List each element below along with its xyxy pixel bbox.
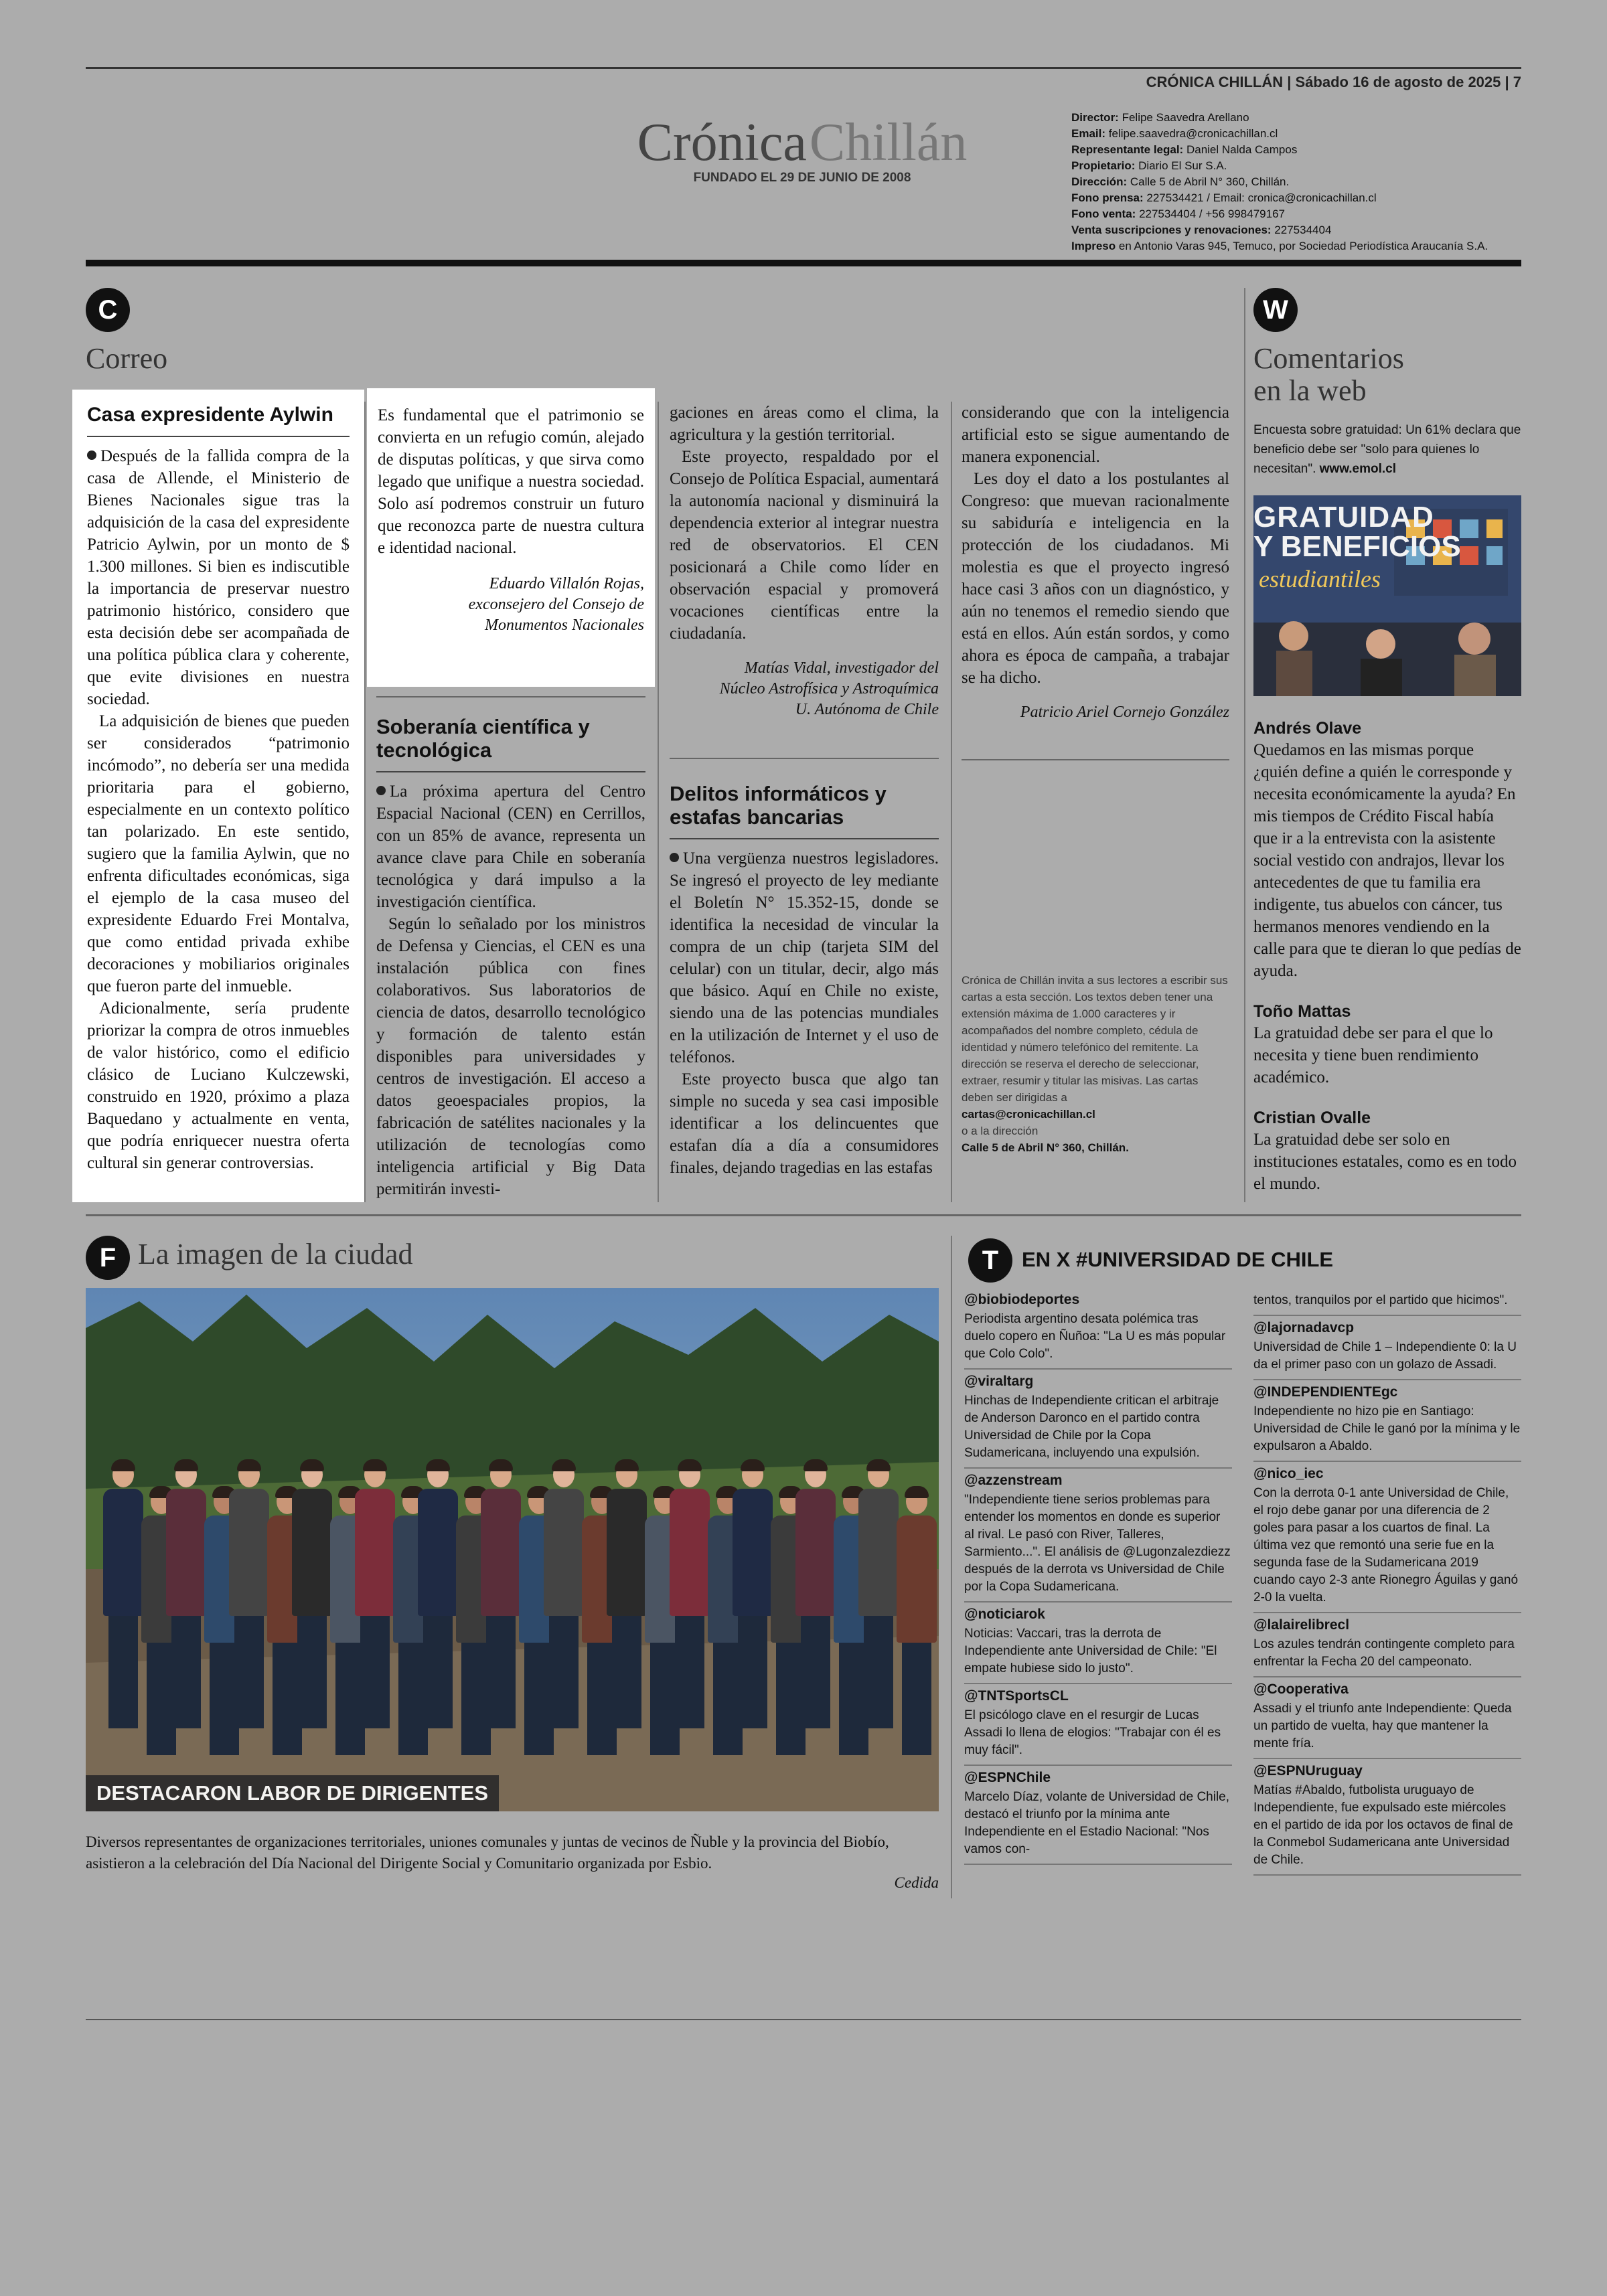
notice-or: o a la dirección [962, 1125, 1039, 1137]
masthead-info-line [1071, 206, 1527, 222]
col3-sep [670, 758, 939, 759]
logo-cronica: Crónica [637, 113, 807, 172]
web-image [1253, 495, 1521, 696]
letter2-continuation [670, 402, 939, 720]
web-comment [1253, 1001, 1521, 1088]
masthead-info-line [1071, 126, 1527, 142]
foto-title: La imagen de la ciudad [138, 1238, 413, 1270]
correo-title: Correo [86, 342, 168, 375]
x-divider [951, 1236, 952, 1898]
info-value: 227534404 / +56 998479167 [1136, 208, 1285, 220]
web-comment-author: Cristian Ovalle [1253, 1109, 1371, 1127]
col-divider-3 [951, 402, 952, 1202]
x-post [964, 1766, 1232, 1865]
x-handle[interactable]: @ESPNChile [964, 1770, 1051, 1785]
info-value: Diario El Sur S.A. [1135, 159, 1227, 172]
running-head: CRÓNICA CHILLÁN | Sábado 16 de agosto de 2025 | 7 [1146, 74, 1521, 90]
x-handle[interactable]: @INDEPENDIENTEgc [1253, 1384, 1398, 1400]
col2-sep [376, 696, 645, 698]
x-post-text: Los azules tendrán contingente completo para enfrentar la Fecha 20 del campeonato. [1253, 1637, 1515, 1669]
letter1-cont: Es fundamental que el patrimonio se convierta en un refugio común, alejado de disputas políticas, y que sirva como legado que unifique a nuestra sociedad. Solo así podremos construir un futuro que reconozca parte de nuestra cultura e identidad nacional. [378, 406, 644, 557]
col-divider-4 [1244, 288, 1245, 1202]
info-value: Felipe Saavedra Arellano [1118, 111, 1249, 124]
web-survey-text: Encuesta sobre gratuidad: Un 61% declara que beneficio debe ser "solo para quienes lo necesitan". [1253, 423, 1521, 476]
photo-caption: Diversos representantes de organizaciones territoriales, uniones comunales y juntas de vecinos de Ñuble y la provincia del Biobío, asistieron a la celebración del Día Nacional del Dirigente Social y Comunitario organizada por Esbio. [86, 1833, 889, 1872]
masthead-info-line [1071, 142, 1527, 158]
x-post-cont-text: tentos, tranquilos por el partido que hicimos". [1253, 1293, 1508, 1307]
x-post-text: Periodista argentino desata polémica tras duelo copero en Ñuñoa: "La U es más popular que Colo Colo". [964, 1312, 1226, 1361]
masthead-info-line [1071, 110, 1527, 126]
x-handle[interactable]: @nico_iec [1253, 1466, 1324, 1481]
info-label: Dirección: [1071, 175, 1128, 188]
notice-text: Crónica de Chillán invita a sus lectores a escribir sus cartas a esta sección. Los textos deben tener una extensión máxima de 1.000 caracteres y ir acompañados del nombre completo, cédula de identidad y número telefónico del remitente. La dirección se reserva el derecho de seleccionar, extraer, resumir y titular las misivas. Las cartas deben ser dirigidas a [962, 974, 1228, 1104]
col-divider-2 [658, 402, 659, 1202]
x-post-continuation [1253, 1288, 1521, 1316]
bullet-icon [87, 450, 96, 460]
x-handle[interactable]: @azzenstream [964, 1473, 1063, 1488]
info-label: Director: [1071, 111, 1119, 124]
x-handle[interactable]: @viraltarg [964, 1374, 1034, 1389]
web-survey [1253, 420, 1521, 479]
x-column-2 [1253, 1288, 1521, 1876]
x-handle[interactable]: @lalairelibrecl [1253, 1617, 1350, 1633]
x-post [1253, 1759, 1521, 1876]
x-post-text: "Independiente tiene serios problemas para entender los momentos en donde es superior al rival. Le pasó con River, Talleres, Sarmiento...". El análisis de @Lugonzalezdiezz después de la derrota vs Universidad de Chile por la Copa Sudamericana. [964, 1493, 1231, 1594]
x-post-text: Marcelo Díaz, volante de Universidad de Chile, destacó el triunfo por la mínima ante Independiente en el Estadio Nacional: "Nos vamos con- [964, 1790, 1230, 1856]
x-post [964, 1370, 1232, 1469]
web-comment-text: La gratuidad debe ser solo en instituciones estatales, como es en todo el mundo. [1253, 1131, 1517, 1193]
masthead-info [1071, 110, 1527, 254]
founded-date: FUNDADO EL 29 DE JUNIO DE 2008 [693, 171, 911, 185]
web-comment [1253, 1107, 1521, 1195]
col-divider-1 [364, 402, 366, 1202]
masthead-thick-rule [86, 260, 1521, 266]
x-post-text: Matías #Abaldo, futbolista uruguayo de Independiente, fue expulsado este miércoles en el partido de ida por los octavos de final de la Conmebol Sudamericana ante Universidad de Chile. [1253, 1783, 1513, 1867]
x-post [1253, 1462, 1521, 1613]
letter2-sig2: Núcleo Astrofísica y Astroquímica [719, 680, 939, 698]
web-comment-author: Toño Mattas [1253, 1002, 1351, 1021]
web-comment-author: Andrés Olave [1253, 719, 1362, 738]
letter3-p1: Una vergüenza nuestros legisladores. Se ingresó el proyecto de ley mediante el Boletín N° 15.352-15, donde se identifica la necesidad de vincular la compra de un chip (tarjeta SIM del celular) con un titular, decir, algo más que básico. Aquí en Chile no existe, siendo una de las potencias mundiales en la utilización de Internet y el uso de teléfonos. [670, 849, 939, 1066]
mid-rule [86, 1214, 1521, 1216]
x-handle[interactable]: @TNTSportsCL [964, 1688, 1069, 1704]
web-comment-text: La gratuidad debe ser para el que lo necesita y tiene buen rendimiento académico. [1253, 1024, 1493, 1086]
info-value: 227534404 [1271, 224, 1332, 236]
x-post [1253, 1677, 1521, 1759]
top-rule [86, 67, 1521, 69]
info-label: Impreso [1071, 240, 1116, 252]
letter1-sig2: exconsejero del Consejo de [468, 596, 644, 613]
info-label: Fono prensa: [1071, 191, 1144, 204]
letter2-p3: Este proyecto, respaldado por el Consejo de Política Espacial, aumentará la autonomía nacional y disminuirá la dependencia exterior al integrar nuestra red de observatorios. El CEN posicionará a Chile como líder en observación espacial y promoverá vocaciones científicas entre la ciudadanía. [670, 448, 939, 643]
letter2-start [376, 715, 645, 1200]
photo-credit: Cedida [894, 1874, 939, 1891]
x-post-text: Con la derrota 0-1 ante Universidad de Chile, el rojo debe ganar por una diferencia de 2 goles para pasar a los cuartos de final. La última vez que remontó una serie fue en la segunda fase de la Sudamericana 2019 cuando cayo 2-3 ante Rionegro Águilas y ganó 2-0 la vuelta. [1253, 1486, 1519, 1605]
city-photo [86, 1288, 939, 1811]
x-post-text: Universidad de Chile 1 – Independiente 0: la U da el primer paso con un golazo de Assadi. [1253, 1340, 1517, 1372]
x-post-text: El psicólogo clave en el resurgir de Lucas Assadi lo llena de elogios: "Trabajar con él es muy fácil". [964, 1708, 1221, 1757]
photo-people [86, 1288, 939, 1811]
letter2-sig3: U. Autónoma de Chile [795, 701, 939, 718]
photo-person [893, 1489, 939, 1777]
masthead-info-line [1071, 174, 1527, 190]
info-value: en Antonio Varas 945, Temuco, por Sociedad Periodística Araucanía S.A. [1116, 240, 1488, 252]
x-post [964, 1288, 1232, 1370]
letter3-p3: Les doy el dato a los postulantes al Congreso: que muevan racionalmente su sabiduría e inteligencia en la protección de los ciudadanos. Mi molestia es que el proyecto ingresó hace casi 3 años con un diagnóstico, y aún no tenemos el remedio siendo que está en ellos. Aún están sordos, y como ahora es época de campaña, a trabajar se ha dicho. [962, 470, 1229, 687]
x-post [964, 1603, 1232, 1684]
letter2-p1: La próxima apertura del Centro Espacial Nacional (CEN) en Cerrillos, con un 85% de avance, representa un avance clave para Chile en soberanía tecnológica y dará impulso a la investigación científica. [376, 783, 645, 911]
col4-sep [962, 759, 1229, 760]
x-post [1253, 1316, 1521, 1380]
letter2-p2: Según lo señalado por los ministros de Defensa y Ciencias, el CEN es una instalación pública con fines colaborativos. Sus laboratorios de ciencia de datos, desarrollo tecnológico y formación de talento están disponibles para universidades y centros de investigación. El acceso a datos geoespaciales propios, la fabricación de satélites nacionales y la utilización de tecnologías como inteligencia artificial y Big Data permitirán investi- [376, 915, 645, 1198]
web-comment [1253, 718, 1521, 982]
info-label: Email: [1071, 127, 1106, 140]
info-label: Venta suscripciones y renovaciones: [1071, 224, 1272, 236]
masthead-info-line [1071, 222, 1527, 238]
foto-badge: F [86, 1236, 130, 1280]
info-label: Propietario: [1071, 159, 1136, 172]
masthead-info-line [1071, 238, 1527, 254]
letter3-start [670, 782, 939, 1179]
x-title: EN X #UNIVERSIDAD DE CHILE [1022, 1248, 1334, 1271]
x-handle[interactable]: @ESPNUruguay [1253, 1763, 1363, 1779]
bottom-rule [86, 2019, 1521, 2020]
letter1-continuation-box [367, 388, 655, 687]
info-value: Calle 5 de Abril N° 360, Chillán. [1127, 175, 1290, 188]
letter3-continuation [962, 402, 1229, 723]
web-title-1: Comentarios [1253, 342, 1404, 375]
web-image-text3: estudiantiles [1259, 566, 1381, 592]
x-post [964, 1469, 1232, 1603]
masthead-info-line [1071, 158, 1527, 174]
x-post-text: Assadi y el triunfo ante Independiente: Queda un partido de vuelta, hay que mantener la mente fría. [1253, 1702, 1512, 1750]
letter3-headline: Delitos informáticos y estafas bancarias [670, 782, 887, 829]
x-handle[interactable]: @noticiarok [964, 1607, 1045, 1622]
bullet-icon [670, 853, 679, 862]
x-post-text: Independiente no hizo pie en Santiago: Universidad de Chile le ganó por la mínima y le expulsaron a Abaldo. [1253, 1404, 1521, 1453]
notice-address: Calle 5 de Abril N° 360, Chillán. [962, 1141, 1129, 1154]
bullet-icon [376, 786, 386, 795]
correo-badge: C [86, 288, 130, 332]
masthead-logo [621, 112, 983, 185]
letter1-sig1: Eduardo Villalón Rojas, [489, 575, 644, 592]
web-comments [1253, 718, 1521, 1214]
letter2-headline: Soberanía científica y tecnológica [376, 715, 590, 762]
letter3-cont: considerando que con la inteligencia artificial esto se sigue aumentando de manera exponencial. [962, 404, 1229, 466]
x-handle[interactable]: @Cooperativa [1253, 1682, 1349, 1697]
letter1-p2: La adquisición de bienes que pueden ser considerados “patrimonio incómodo”, no debería ser una medida prioritaria para el gobierno, especialmente en un contexto político tan polarizado. En este sentido, sugiero que la familia Aylwin, que no enfrenta dificultades económicas, siga el ejemplo de la casa museo del expresidente Eduardo Frei Montalva, que como entidad privada exhibe decoraciones y mobiliarios originales que fueron parte del inmueble. [87, 712, 350, 995]
letter1-p1: Después de la fallida compra de la casa de Allende, el Ministerio de Bienes Nacionales sigue tras la adquisición de la casa del expresidente Patricio Aylwin, por un monto de $ 1.300 millones. Si bien es indiscutible la importancia de preservar nuestro patrimonio histórico, considero que esta decisión debe ser acompañada de una política pública clara y coherente, que evite divisiones en nuestra sociedad. [87, 447, 350, 708]
x-post-text: Noticias: Vaccari, tras la derrota de Independiente ante Universidad de Chile: "El empate hubiese sido lo justo". [964, 1627, 1217, 1675]
x-column-1 [964, 1288, 1232, 1865]
letter1-headline: Casa expresidente Aylwin [87, 404, 333, 426]
info-value: Daniel Nalda Campos [1183, 143, 1298, 156]
web-badge: W [1253, 288, 1298, 332]
x-handle[interactable]: @biobiodeportes [964, 1292, 1080, 1307]
letters-notice [962, 972, 1229, 1156]
logo-chillan: Chillán [809, 113, 968, 172]
letter3-sig1: Patricio Ariel Cornejo González [1020, 704, 1229, 721]
info-label: Fono venta: [1071, 208, 1136, 220]
x-handle[interactable]: @lajornadavcp [1253, 1320, 1355, 1335]
web-image-text1: GRATUIDAD [1253, 501, 1434, 534]
x-badge: T [968, 1238, 1012, 1283]
notice-email[interactable]: cartas@cronicachillan.cl [962, 1108, 1095, 1121]
x-post [1253, 1613, 1521, 1677]
letter2-cont: gaciones en áreas como el clima, la agricultura y la gestión territorial. [670, 404, 939, 444]
x-post [964, 1684, 1232, 1766]
x-post-text: Hinchas de Independiente critican el arbitraje de Anderson Daronco en el partido contra Universidad de Chile por la Copa Sudamericana, incluyendo una expulsión. [964, 1394, 1219, 1460]
photo-label: DESTACARON LABOR DE DIRIGENTES [86, 1775, 499, 1811]
x-post [1253, 1380, 1521, 1462]
info-label: Representante legal: [1071, 143, 1184, 156]
letter1-box [72, 390, 364, 1202]
letter1-p3: Adicionalmente, sería prudente priorizar la compra de otros inmuebles de valor histórico, como el edificio clásico de Luciano Kulczewski, construido en 1920, próximo a plaza Baquedano y actualmente en venta, que podría enriquecer nuestra oferta cultural sin generar controversias. [87, 999, 350, 1172]
info-value: 227534421 / Email: cronica@cronicachillan.cl [1143, 191, 1377, 204]
letter3-p2: Este proyecto busca que algo tan simple no suceda y sea casi imposible identificar a los delincuentes que estafan día a día a consumidores finales, dejando tragedias en las estafas [670, 1070, 939, 1177]
web-title-2: en la web [1253, 374, 1367, 407]
masthead-info-line [1071, 190, 1527, 206]
web-survey-site[interactable]: www.emol.cl [1319, 462, 1397, 476]
info-value: felipe.saavedra@cronicachillan.cl [1105, 127, 1278, 140]
web-comment-text: Quedamos en las mismas porque ¿quién define a quién le corresponde y necesita económicamente la ayuda? En mis tiempos de Crédito Fiscal había que ir a la entrevista con la asistente social vestido con andrajos, llevar los antecedentes de que tu familia era indigente, tus abuelos con cáncer, tus hermanos menores vendiendo en la calle para que te dieran lo que pedías de ayuda. [1253, 741, 1521, 980]
letter1-sig3: Monumentos Nacionales [485, 617, 644, 634]
web-image-text2: Y BENEFICIOS [1253, 530, 1461, 563]
letter2-sig1: Matías Vidal, investigador del [744, 659, 939, 677]
